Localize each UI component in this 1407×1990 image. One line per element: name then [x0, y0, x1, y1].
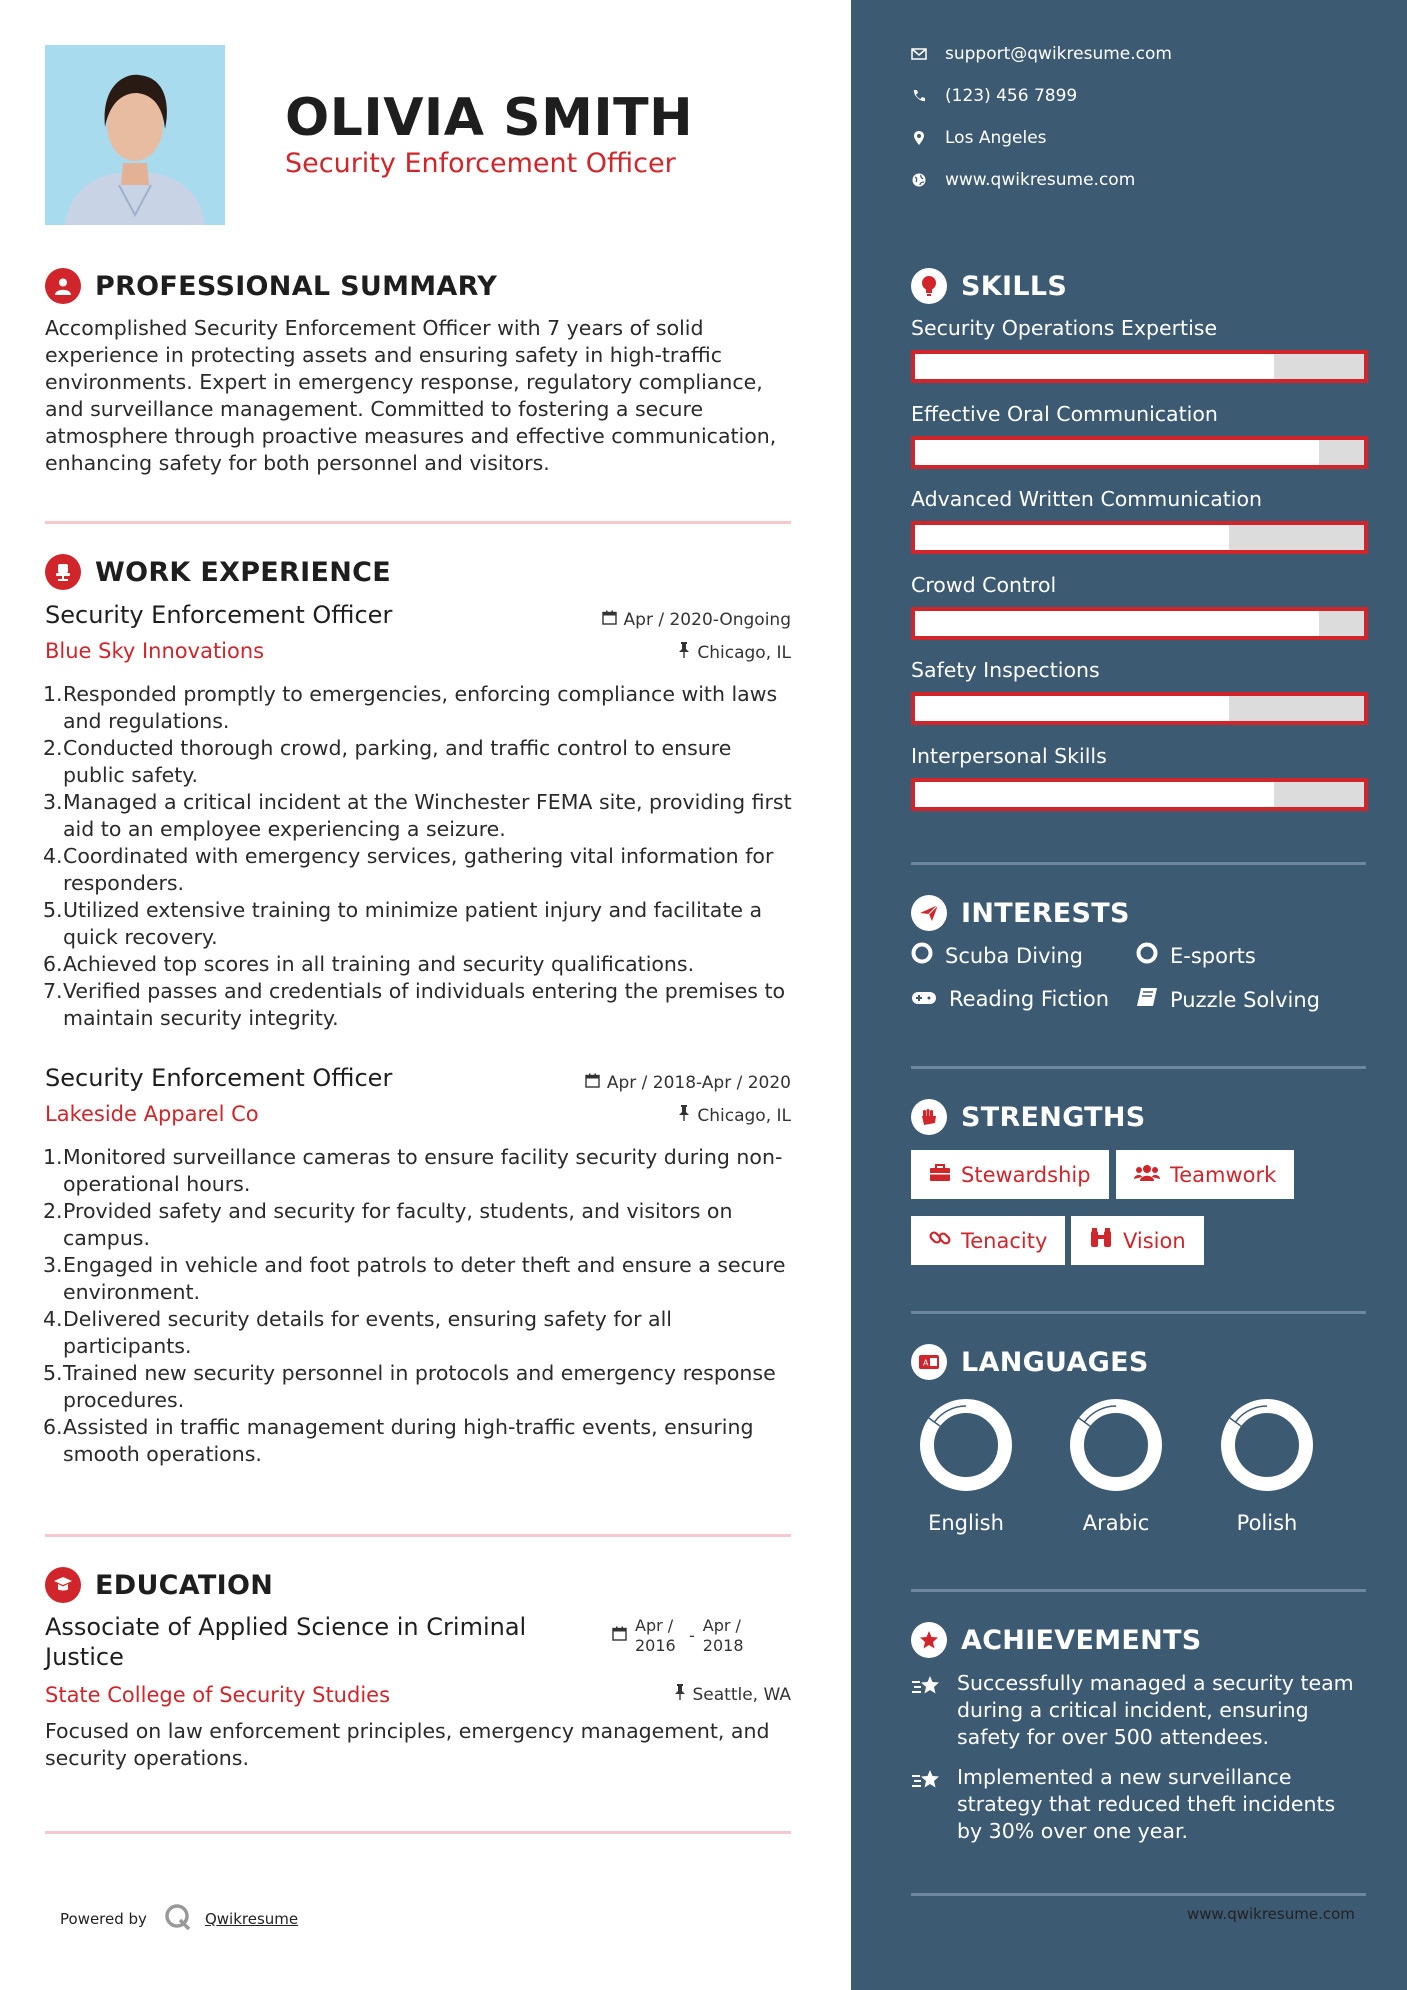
gamepad-icon: [911, 987, 937, 1011]
skill-label: Security Operations Expertise: [911, 316, 1218, 340]
language-label: Polish: [1236, 1511, 1298, 1535]
shooting-star-icon: [911, 1670, 943, 1751]
contact-website: [911, 170, 1135, 190]
language-item: [1217, 1397, 1317, 1535]
life-ring-icon: [1136, 942, 1158, 969]
skill-bar-fill: [915, 611, 1319, 636]
calendar-icon: [602, 610, 617, 630]
phone-icon: [911, 89, 927, 103]
fist-icon: [911, 1099, 947, 1135]
location-text: Los Angeles: [945, 128, 1047, 148]
education-date: [612, 1616, 749, 1656]
powered-by-label: Powered by: [60, 1910, 147, 1928]
section-divider: [45, 521, 791, 524]
section-divider: [911, 1311, 1366, 1314]
skill-label: Crowd Control: [911, 572, 1057, 597]
education-date-start: Apr / 2016: [635, 1616, 676, 1655]
skill-bar-fill: [915, 354, 1274, 379]
qwikresume-link[interactable]: Qwikresume: [204, 1910, 299, 1928]
strength-label: Stewardship: [961, 1162, 1091, 1187]
experience-title: WORK EXPERIENCE: [95, 556, 391, 588]
footer-site[interactable]: www.qwikresume.com: [1187, 1905, 1355, 1923]
job-title: Security Enforcement Officer: [45, 1064, 393, 1092]
powered-by: [60, 1902, 298, 1936]
language-label: English: [928, 1511, 1004, 1535]
skill-label: Interpersonal Skills: [911, 743, 1107, 768]
profile-photo: [45, 45, 225, 225]
pin-icon: [678, 1105, 690, 1126]
list-item: 4. Coordinated with emergency services, gathering vital information for responders.: [43, 844, 774, 895]
job-location-text: Chicago, IL: [697, 642, 791, 663]
interest-label: Reading Fiction: [949, 987, 1110, 1011]
school-name: State College of Security Studies: [45, 1683, 391, 1707]
degree-title: Associate of Applied Science in Criminal Justice: [45, 1613, 527, 1671]
list-item: 2. Conducted thorough crowd, parking, and traffic control to ensure public safety.: [43, 736, 732, 787]
strength-label: Vision: [1123, 1228, 1186, 1253]
envelope-icon: [911, 48, 927, 60]
list-item: 7. Verified passes and credentials of individuals entering the premises to maintain security integrity.: [43, 979, 786, 1030]
job-date: [585, 1073, 791, 1093]
section-divider: [911, 1066, 1366, 1069]
languages-title: LANGUAGES: [961, 1346, 1149, 1378]
skill-label: Effective Oral Communication: [911, 401, 1218, 426]
section-divider: [911, 1893, 1366, 1896]
contact-location: [911, 128, 1047, 148]
strength-label: Teamwork: [1170, 1162, 1277, 1187]
list-item: 2. Provided safety and security for faculty, students, and visitors on campus.: [43, 1199, 733, 1250]
interest-item: [911, 942, 1083, 969]
skill-bar-fill: [915, 782, 1274, 807]
language-donut: [918, 1397, 1014, 1493]
education-heading: [45, 1567, 273, 1603]
company-name: Lakeside Apparel Co: [45, 1102, 259, 1126]
link-icon: [929, 1227, 951, 1254]
skill-bar-fill: [915, 696, 1229, 721]
skill-bar-fill: [915, 440, 1319, 465]
interest-label: Scuba Diving: [945, 943, 1083, 968]
interests-title: INTERESTS: [961, 897, 1130, 929]
interest-label: Puzzle Solving: [1170, 987, 1320, 1012]
achievement-item: [911, 1670, 1366, 1751]
section-divider: [45, 1831, 791, 1834]
achievements-heading: [911, 1622, 1202, 1658]
shooting-star-icon: [911, 1764, 943, 1845]
sidebar: [851, 0, 1407, 1990]
strength-chip: [1071, 1216, 1204, 1265]
language-item: [916, 1397, 1016, 1535]
achievement-text: Implemented a new surveillance strategy that reduced theft incidents by 30% over one year.: [957, 1765, 1336, 1843]
job-date: [602, 610, 791, 630]
company-name: Blue Sky Innovations: [45, 639, 265, 663]
education-date-end: Apr / 2018: [702, 1616, 744, 1655]
language-donut: [1068, 1397, 1164, 1493]
skill-bar: [911, 692, 1368, 725]
map-marker-icon: [911, 131, 927, 145]
school-location: [674, 1684, 792, 1705]
svg-text:A: A: [923, 1358, 929, 1368]
calendar-icon: [612, 1616, 627, 1646]
qwikresume-logo-icon: [163, 1902, 193, 1936]
list-item: 3. Managed a critical incident at the Winchester FEMA site, providing first aid to an employee experiencing a seizure.: [43, 790, 792, 841]
strength-chip: [911, 1216, 1065, 1265]
lightbulb-icon: [911, 268, 947, 304]
pin-icon: [674, 1684, 686, 1705]
calendar-icon: [585, 1073, 600, 1093]
skill-label: Advanced Written Communication: [911, 487, 1263, 511]
section-divider: [911, 1589, 1366, 1592]
contact-email: [911, 44, 1172, 64]
education-title: EDUCATION: [95, 1569, 274, 1601]
skill-bar-fill: [915, 525, 1229, 550]
section-divider: [911, 862, 1366, 865]
list-item: 5. Utilized extensive training to minimize patient injury and facilitate a quick recovery.: [43, 898, 763, 949]
school-location-text: Seattle, WA: [692, 1684, 791, 1705]
strengths-heading: [911, 1099, 1146, 1135]
user-icon: [45, 268, 81, 304]
achievement-item: [911, 1764, 1366, 1845]
list-item: 3. Engaged in vehicle and foot patrols to deter theft and ensure a secure environment.: [43, 1253, 786, 1304]
job-date-text: Apr / 2020-Ongoing: [623, 610, 791, 630]
summary-title: PROFESSIONAL SUMMARY: [95, 270, 498, 302]
skill-label: Safety Inspections: [911, 658, 1100, 682]
pin-icon: [678, 642, 690, 663]
language-label: Arabic: [1082, 1511, 1150, 1535]
duties-list: [45, 1144, 795, 1468]
language-icon: [911, 1344, 947, 1380]
globe-icon: [911, 173, 927, 187]
book-icon: [1136, 987, 1158, 1012]
binoculars-icon: [1089, 1228, 1113, 1253]
achievement-text: Successfully managed a security team during a critical incident, ensuring safety for over 500 attendees.: [957, 1671, 1354, 1749]
interest-item: [1136, 942, 1256, 969]
language-donut: [1219, 1397, 1315, 1493]
graduation-icon: [45, 1567, 81, 1603]
briefcase-icon: [929, 1163, 951, 1187]
skills-title: SKILLS: [961, 270, 1068, 302]
interest-item: [1136, 987, 1320, 1012]
job-location: [678, 642, 791, 663]
achievements-title: ACHIEVEMENTS: [961, 1624, 1202, 1656]
list-item: 4. Delivered security details for events, ensuring safety for all participants.: [43, 1307, 672, 1358]
job-location-text: Chicago, IL: [697, 1105, 791, 1126]
chair-icon: [45, 554, 81, 590]
interests-heading: [911, 895, 1130, 931]
strength-chip: [911, 1150, 1109, 1199]
skill-bar: [911, 436, 1368, 469]
users-icon: [1134, 1163, 1160, 1187]
strengths-title: STRENGTHS: [961, 1101, 1146, 1133]
summary-text: Accomplished Security Enforcement Officer with 7 years of solid experience in protecting assets and ensuring safety in high-traffic environments. Expert in emergency response, regulatory compliance, and surveillance management. Committed to fostering a secure atmosphere through proactive measures and effective communication, enhancing safety for both personnel and visitors.: [45, 316, 777, 475]
interest-item: [911, 987, 1109, 1011]
life-ring-icon: [911, 942, 933, 969]
email-text[interactable]: support@qwikresume.com: [945, 44, 1172, 64]
job-date-text: Apr / 2018-Apr / 2020: [606, 1073, 791, 1093]
language-item: [1066, 1397, 1166, 1535]
list-item: 1. Monitored surveillance cameras to ensure facility security during non-operational hours.: [43, 1145, 783, 1196]
skills-heading: [911, 268, 1067, 304]
candidate-title: Security Enforcement Officer: [285, 148, 676, 179]
experience-heading: [45, 554, 391, 590]
skill-bar: [911, 350, 1368, 383]
summary-heading: [45, 268, 497, 304]
skill-bar: [911, 521, 1368, 554]
list-item: 5. Trained new security personnel in protocols and emergency response procedures.: [43, 1361, 776, 1412]
job-location: [678, 1105, 791, 1126]
list-item: 6. Achieved top scores in all training and security qualifications.: [43, 952, 695, 976]
skill-bar: [911, 607, 1368, 640]
languages-heading: [911, 1344, 1149, 1380]
strength-label: Tenacity: [961, 1228, 1048, 1253]
list-item: 6. Assisted in traffic management during high-traffic events, ensuring smooth operations.: [43, 1415, 754, 1466]
star-badge-icon: [911, 1622, 947, 1658]
education-description: Focused on law enforcement principles, emergency management, and security operations.: [45, 1719, 770, 1770]
interest-label: E-sports: [1170, 943, 1256, 968]
contact-phone: [911, 86, 1077, 106]
section-divider: [45, 1534, 791, 1537]
paper-plane-icon: [911, 895, 947, 931]
strength-chip: [1116, 1150, 1294, 1199]
list-item: 1. Responded promptly to emergencies, enforcing compliance with laws and regulations.: [43, 682, 778, 733]
education-date-sep: -: [689, 1626, 695, 1645]
website-text[interactable]: www.qwikresume.com: [945, 170, 1136, 190]
phone-text: (123) 456 7899: [945, 86, 1078, 106]
candidate-name: OLIVIA SMITH: [285, 88, 694, 148]
skill-bar: [911, 778, 1368, 811]
duties-list: [45, 681, 795, 1032]
job-title: Security Enforcement Officer: [45, 601, 393, 629]
